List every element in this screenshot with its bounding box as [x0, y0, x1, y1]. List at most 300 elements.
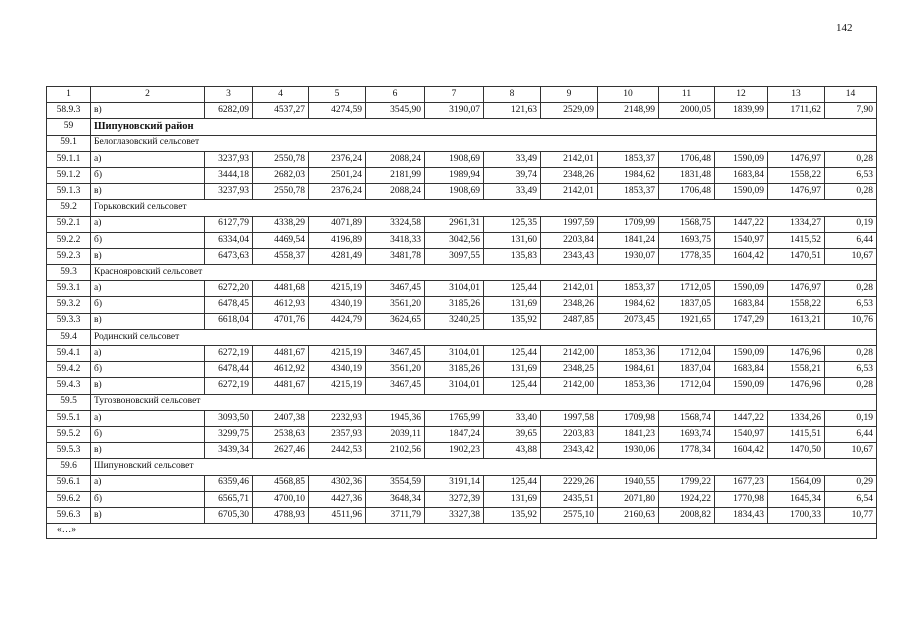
- value-cell: 4511,96: [309, 507, 366, 523]
- value-cell: 1778,35: [659, 248, 715, 264]
- section-number: 59.4: [47, 329, 91, 345]
- column-header: 9: [541, 87, 598, 103]
- value-cell: 6618,04: [205, 313, 253, 329]
- value-cell: 1839,99: [715, 103, 768, 119]
- value-cell: 1677,23: [715, 475, 768, 491]
- section-row: [47, 265, 877, 281]
- row-label: в): [91, 103, 205, 119]
- value-cell: 3104,01: [425, 378, 484, 394]
- table-row: [47, 216, 877, 232]
- value-cell: 3554,59: [366, 475, 425, 491]
- row-label: а): [91, 281, 205, 297]
- row-label: в): [91, 248, 205, 264]
- value-cell: 2181,99: [366, 167, 425, 183]
- column-header: 7: [425, 87, 484, 103]
- section-title: Тугозвоновский сельсовет: [91, 394, 877, 410]
- value-cell: 131,69: [484, 491, 541, 507]
- column-header: 1: [47, 87, 91, 103]
- value-cell: 4612,93: [253, 297, 309, 313]
- row-label: б): [91, 232, 205, 248]
- value-cell: 131,69: [484, 297, 541, 313]
- value-cell: 1334,27: [768, 216, 825, 232]
- row-label: а): [91, 151, 205, 167]
- value-cell: 6,53: [825, 362, 877, 378]
- value-cell: 3444,18: [205, 167, 253, 183]
- value-cell: 6478,44: [205, 362, 253, 378]
- section-row: [47, 200, 877, 216]
- value-cell: 1770,98: [715, 491, 768, 507]
- row-number: 59.1.2: [47, 167, 91, 183]
- value-cell: 4338,29: [253, 216, 309, 232]
- value-cell: 4215,19: [309, 378, 366, 394]
- value-cell: 3439,34: [205, 443, 253, 459]
- value-cell: 0,28: [825, 151, 877, 167]
- section-title: Шипуновский сельсовет: [91, 459, 877, 475]
- table-row: [47, 281, 877, 297]
- value-cell: 2550,78: [253, 151, 309, 167]
- value-cell: 3711,79: [366, 507, 425, 523]
- page-number: 142: [836, 22, 853, 34]
- value-cell: 4537,27: [253, 103, 309, 119]
- value-cell: 2357,93: [309, 426, 366, 442]
- value-cell: 3237,93: [205, 151, 253, 167]
- value-cell: 4700,10: [253, 491, 309, 507]
- value-cell: 3418,33: [366, 232, 425, 248]
- row-label: в): [91, 313, 205, 329]
- value-cell: 4481,68: [253, 281, 309, 297]
- value-cell: 1604,42: [715, 443, 768, 459]
- value-cell: 1831,48: [659, 167, 715, 183]
- value-cell: 2575,10: [541, 507, 598, 523]
- region-number: 59: [47, 119, 91, 135]
- value-cell: 135,92: [484, 313, 541, 329]
- value-cell: 1908,69: [425, 151, 484, 167]
- value-cell: 3190,07: [425, 103, 484, 119]
- value-cell: 1747,29: [715, 313, 768, 329]
- value-cell: 6,44: [825, 426, 877, 442]
- value-cell: 1540,97: [715, 426, 768, 442]
- value-cell: 3327,38: [425, 507, 484, 523]
- value-cell: 4701,76: [253, 313, 309, 329]
- value-cell: 1476,97: [768, 184, 825, 200]
- row-label: в): [91, 184, 205, 200]
- value-cell: 1712,04: [659, 346, 715, 362]
- value-cell: 3104,01: [425, 346, 484, 362]
- row-number: 59.3.1: [47, 281, 91, 297]
- value-cell: 6272,19: [205, 346, 253, 362]
- value-cell: 1984,62: [598, 167, 659, 183]
- section-row: [47, 329, 877, 345]
- value-cell: 3237,93: [205, 184, 253, 200]
- value-cell: 1709,99: [598, 216, 659, 232]
- column-header: 2: [91, 87, 205, 103]
- value-cell: 1908,69: [425, 184, 484, 200]
- row-number: 59.2.3: [47, 248, 91, 264]
- value-cell: 2088,24: [366, 151, 425, 167]
- data-table: [46, 86, 877, 539]
- value-cell: 1837,04: [659, 362, 715, 378]
- value-cell: 1590,09: [715, 281, 768, 297]
- value-cell: 3624,65: [366, 313, 425, 329]
- value-cell: 2961,31: [425, 216, 484, 232]
- value-cell: 3093,50: [205, 410, 253, 426]
- value-cell: 6127,79: [205, 216, 253, 232]
- value-cell: 4215,19: [309, 346, 366, 362]
- row-number: 59.5.1: [47, 410, 91, 426]
- row-number: 59.6.3: [47, 507, 91, 523]
- value-cell: 2142,00: [541, 346, 598, 362]
- value-cell: 10,76: [825, 313, 877, 329]
- value-cell: 10,67: [825, 443, 877, 459]
- value-cell: 2000,05: [659, 103, 715, 119]
- column-header: 3: [205, 87, 253, 103]
- value-cell: 2142,01: [541, 281, 598, 297]
- value-cell: 1902,23: [425, 443, 484, 459]
- value-cell: 2142,01: [541, 184, 598, 200]
- value-cell: 2501,24: [309, 167, 366, 183]
- value-cell: 1558,21: [768, 362, 825, 378]
- value-cell: 2071,80: [598, 491, 659, 507]
- value-cell: 4424,79: [309, 313, 366, 329]
- value-cell: 125,44: [484, 281, 541, 297]
- value-cell: 2627,46: [253, 443, 309, 459]
- value-cell: 3545,90: [366, 103, 425, 119]
- section-number: 59.1: [47, 135, 91, 151]
- value-cell: 2008,82: [659, 507, 715, 523]
- value-cell: 1613,21: [768, 313, 825, 329]
- value-cell: 1590,09: [715, 346, 768, 362]
- value-cell: 135,92: [484, 507, 541, 523]
- value-cell: 1853,36: [598, 346, 659, 362]
- value-cell: 1447,22: [715, 216, 768, 232]
- value-cell: 2529,09: [541, 103, 598, 119]
- value-cell: 1945,36: [366, 410, 425, 426]
- value-cell: 10,67: [825, 248, 877, 264]
- header-row: [47, 87, 877, 103]
- value-cell: 1930,07: [598, 248, 659, 264]
- table-row: [47, 232, 877, 248]
- value-cell: 1604,42: [715, 248, 768, 264]
- section-number: 59.3: [47, 265, 91, 281]
- value-cell: 1415,52: [768, 232, 825, 248]
- value-cell: 135,83: [484, 248, 541, 264]
- section-title: Краснояровский сельсовет: [91, 265, 877, 281]
- value-cell: 1476,97: [768, 281, 825, 297]
- value-cell: 2550,78: [253, 184, 309, 200]
- value-cell: 1706,48: [659, 184, 715, 200]
- value-cell: 121,63: [484, 103, 541, 119]
- value-cell: 2348,25: [541, 362, 598, 378]
- value-cell: 2203,84: [541, 232, 598, 248]
- value-cell: 1683,84: [715, 167, 768, 183]
- region-row: [47, 119, 877, 135]
- value-cell: 33,49: [484, 151, 541, 167]
- value-cell: 1778,34: [659, 443, 715, 459]
- value-cell: 1997,58: [541, 410, 598, 426]
- value-cell: 1984,62: [598, 297, 659, 313]
- row-number: 59.4.1: [47, 346, 91, 362]
- column-header: 5: [309, 87, 366, 103]
- value-cell: 2376,24: [309, 184, 366, 200]
- value-cell: 125,35: [484, 216, 541, 232]
- row-number: 59.1.1: [47, 151, 91, 167]
- column-header: 11: [659, 87, 715, 103]
- table-row: [47, 378, 877, 394]
- value-cell: 1334,26: [768, 410, 825, 426]
- value-cell: 3272,39: [425, 491, 484, 507]
- section-title: Родинский сельсовет: [91, 329, 877, 345]
- row-label: а): [91, 475, 205, 491]
- row-number: 59.5.2: [47, 426, 91, 442]
- value-cell: 3299,75: [205, 426, 253, 442]
- value-cell: 1476,96: [768, 378, 825, 394]
- column-header: 13: [768, 87, 825, 103]
- value-cell: 6565,71: [205, 491, 253, 507]
- value-cell: 6,54: [825, 491, 877, 507]
- value-cell: 6,53: [825, 297, 877, 313]
- section-row: [47, 394, 877, 410]
- value-cell: 4612,92: [253, 362, 309, 378]
- value-cell: 2682,03: [253, 167, 309, 183]
- value-cell: 3561,20: [366, 297, 425, 313]
- column-header: 14: [825, 87, 877, 103]
- value-cell: 2376,24: [309, 151, 366, 167]
- value-cell: 4427,36: [309, 491, 366, 507]
- value-cell: 2073,45: [598, 313, 659, 329]
- value-cell: 4558,37: [253, 248, 309, 264]
- value-cell: 0,19: [825, 410, 877, 426]
- row-number: 58.9.3: [47, 103, 91, 119]
- value-cell: 6282,09: [205, 103, 253, 119]
- column-header: 8: [484, 87, 541, 103]
- row-number: 59.5.3: [47, 443, 91, 459]
- value-cell: 2435,51: [541, 491, 598, 507]
- value-cell: 3185,26: [425, 362, 484, 378]
- section-title: Белоглазовский сельсовет: [91, 135, 877, 151]
- value-cell: 1568,75: [659, 216, 715, 232]
- row-number: 59.6.1: [47, 475, 91, 491]
- value-cell: 4281,49: [309, 248, 366, 264]
- value-cell: 3561,20: [366, 362, 425, 378]
- section-row: [47, 459, 877, 475]
- value-cell: 1847,24: [425, 426, 484, 442]
- value-cell: 4481,67: [253, 346, 309, 362]
- value-cell: 33,49: [484, 184, 541, 200]
- table-row: [47, 362, 877, 378]
- region-title: Шипуновский район: [91, 119, 877, 135]
- value-cell: 1590,09: [715, 378, 768, 394]
- value-cell: 1540,97: [715, 232, 768, 248]
- value-cell: 2142,01: [541, 151, 598, 167]
- value-cell: 1645,34: [768, 491, 825, 507]
- table-row: [47, 167, 877, 183]
- value-cell: 125,44: [484, 346, 541, 362]
- value-cell: 1558,22: [768, 297, 825, 313]
- section-title: Горьковский сельсовет: [91, 200, 877, 216]
- row-label: б): [91, 167, 205, 183]
- value-cell: 7,90: [825, 103, 877, 119]
- column-header: 6: [366, 87, 425, 103]
- value-cell: 3097,55: [425, 248, 484, 264]
- value-cell: 6334,04: [205, 232, 253, 248]
- table-row: [47, 491, 877, 507]
- value-cell: 33,40: [484, 410, 541, 426]
- value-cell: 1470,50: [768, 443, 825, 459]
- value-cell: 1700,33: [768, 507, 825, 523]
- row-number: 59.1.3: [47, 184, 91, 200]
- row-label: а): [91, 346, 205, 362]
- value-cell: 2160,63: [598, 507, 659, 523]
- value-cell: 4274,59: [309, 103, 366, 119]
- value-cell: 39,74: [484, 167, 541, 183]
- value-cell: 2102,56: [366, 443, 425, 459]
- value-cell: 6359,46: [205, 475, 253, 491]
- table-row: [47, 103, 877, 119]
- value-cell: 3104,01: [425, 281, 484, 297]
- value-cell: 1415,51: [768, 426, 825, 442]
- value-cell: 1924,22: [659, 491, 715, 507]
- value-cell: 3191,14: [425, 475, 484, 491]
- value-cell: 1590,09: [715, 151, 768, 167]
- row-label: в): [91, 378, 205, 394]
- ellipsis-text: «…»: [47, 524, 877, 539]
- value-cell: 1853,37: [598, 151, 659, 167]
- value-cell: 1706,48: [659, 151, 715, 167]
- value-cell: 1853,37: [598, 184, 659, 200]
- table-row: [47, 297, 877, 313]
- value-cell: 1940,55: [598, 475, 659, 491]
- row-label: в): [91, 507, 205, 523]
- value-cell: 1841,24: [598, 232, 659, 248]
- row-number: 59.2.2: [47, 232, 91, 248]
- table-row: [47, 313, 877, 329]
- value-cell: 1712,05: [659, 281, 715, 297]
- value-cell: 1984,61: [598, 362, 659, 378]
- value-cell: 0,28: [825, 346, 877, 362]
- value-cell: 125,44: [484, 475, 541, 491]
- value-cell: 1997,59: [541, 216, 598, 232]
- column-header: 10: [598, 87, 659, 103]
- value-cell: 2348,26: [541, 167, 598, 183]
- value-cell: 6272,19: [205, 378, 253, 394]
- value-cell: 2039,11: [366, 426, 425, 442]
- section-row: [47, 135, 877, 151]
- section-number: 59.5: [47, 394, 91, 410]
- table-body: [47, 87, 877, 539]
- value-cell: 1799,22: [659, 475, 715, 491]
- value-cell: 1711,62: [768, 103, 825, 119]
- value-cell: 2148,99: [598, 103, 659, 119]
- table-row: [47, 426, 877, 442]
- ellipsis-row: [47, 524, 877, 539]
- value-cell: 1564,09: [768, 475, 825, 491]
- value-cell: 2203,83: [541, 426, 598, 442]
- value-cell: 1476,96: [768, 346, 825, 362]
- row-number: 59.2.1: [47, 216, 91, 232]
- value-cell: 2348,26: [541, 297, 598, 313]
- value-cell: 125,44: [484, 378, 541, 394]
- value-cell: 2487,85: [541, 313, 598, 329]
- value-cell: 3467,45: [366, 346, 425, 362]
- value-cell: 2088,24: [366, 184, 425, 200]
- value-cell: 6473,63: [205, 248, 253, 264]
- value-cell: 0,28: [825, 281, 877, 297]
- value-cell: 2407,38: [253, 410, 309, 426]
- row-label: а): [91, 216, 205, 232]
- value-cell: 1921,65: [659, 313, 715, 329]
- value-cell: 3648,34: [366, 491, 425, 507]
- row-label: а): [91, 410, 205, 426]
- value-cell: 1853,37: [598, 281, 659, 297]
- value-cell: 1853,36: [598, 378, 659, 394]
- value-cell: 1568,74: [659, 410, 715, 426]
- value-cell: 3042,56: [425, 232, 484, 248]
- value-cell: 2229,26: [541, 475, 598, 491]
- value-cell: 3185,26: [425, 297, 484, 313]
- row-number: 59.6.2: [47, 491, 91, 507]
- value-cell: 0,29: [825, 475, 877, 491]
- table-row: [47, 507, 877, 523]
- value-cell: 131,60: [484, 232, 541, 248]
- table-row: [47, 346, 877, 362]
- row-label: б): [91, 426, 205, 442]
- row-label: в): [91, 443, 205, 459]
- value-cell: 3467,45: [366, 281, 425, 297]
- row-number: 59.4.2: [47, 362, 91, 378]
- section-number: 59.6: [47, 459, 91, 475]
- value-cell: 6,44: [825, 232, 877, 248]
- value-cell: 2343,42: [541, 443, 598, 459]
- table-row: [47, 248, 877, 264]
- value-cell: 6478,45: [205, 297, 253, 313]
- value-cell: 1712,04: [659, 378, 715, 394]
- value-cell: 43,88: [484, 443, 541, 459]
- table-row: [47, 184, 877, 200]
- value-cell: 1470,51: [768, 248, 825, 264]
- row-number: 59.4.3: [47, 378, 91, 394]
- value-cell: 3324,58: [366, 216, 425, 232]
- value-cell: 4469,54: [253, 232, 309, 248]
- value-cell: 4196,89: [309, 232, 366, 248]
- row-label: б): [91, 491, 205, 507]
- value-cell: 4340,19: [309, 297, 366, 313]
- value-cell: 2442,53: [309, 443, 366, 459]
- value-cell: 4071,89: [309, 216, 366, 232]
- value-cell: 131,69: [484, 362, 541, 378]
- value-cell: 1837,05: [659, 297, 715, 313]
- value-cell: 4340,19: [309, 362, 366, 378]
- table-row: [47, 151, 877, 167]
- value-cell: 0,28: [825, 184, 877, 200]
- value-cell: 2343,43: [541, 248, 598, 264]
- value-cell: 1841,23: [598, 426, 659, 442]
- value-cell: 6,53: [825, 167, 877, 183]
- value-cell: 2142,00: [541, 378, 598, 394]
- value-cell: 3467,45: [366, 378, 425, 394]
- value-cell: 3240,25: [425, 313, 484, 329]
- column-header: 4: [253, 87, 309, 103]
- table-row: [47, 410, 877, 426]
- table-row: [47, 475, 877, 491]
- value-cell: 10,77: [825, 507, 877, 523]
- value-cell: 3481,78: [366, 248, 425, 264]
- row-number: 59.3.3: [47, 313, 91, 329]
- value-cell: 1765,99: [425, 410, 484, 426]
- row-label: б): [91, 297, 205, 313]
- value-cell: 4302,36: [309, 475, 366, 491]
- value-cell: 2538,63: [253, 426, 309, 442]
- value-cell: 1989,94: [425, 167, 484, 183]
